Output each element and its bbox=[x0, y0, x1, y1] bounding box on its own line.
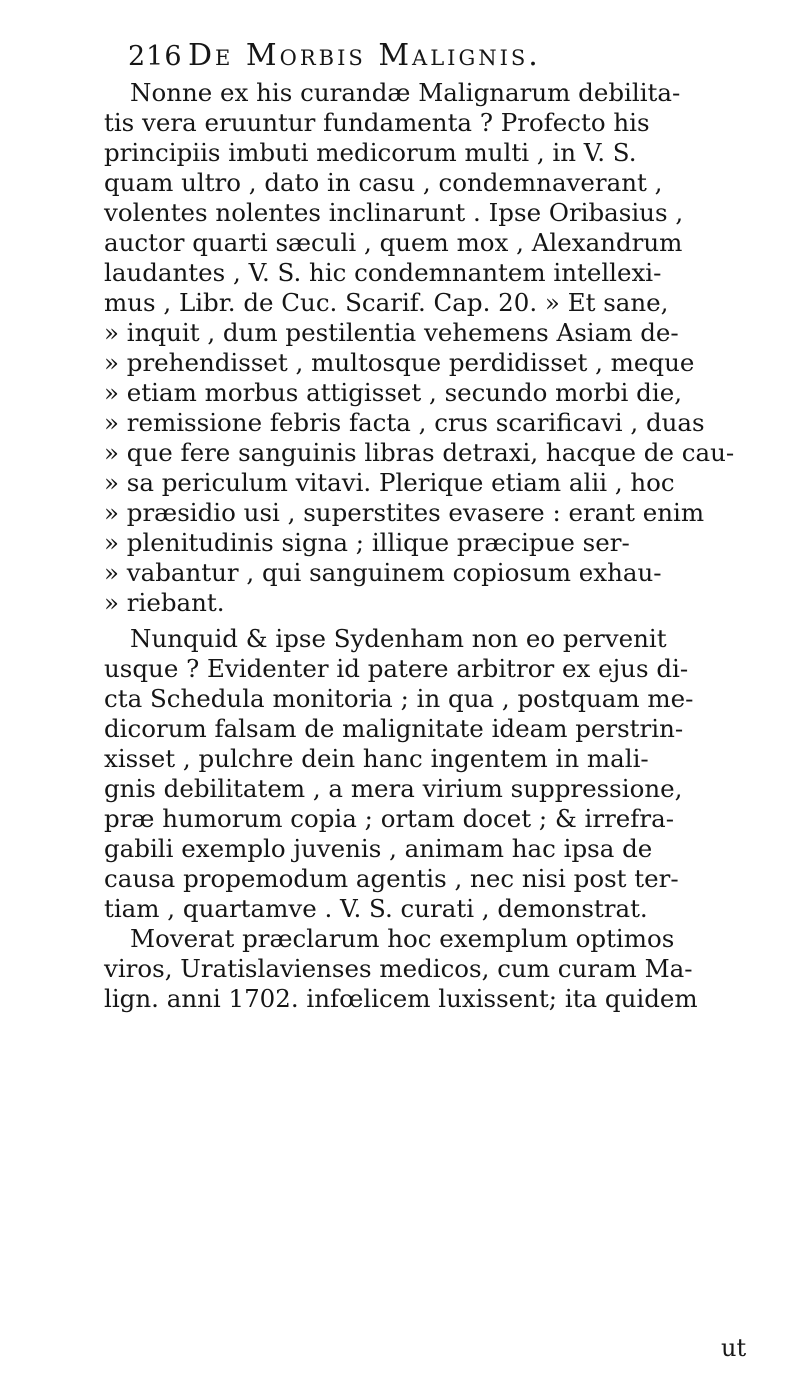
quote-line: » plenitudinis signa ; illique præcipue ser- bbox=[104, 528, 630, 557]
text-line: quam ultro , dato in casu , condemnaverant , bbox=[104, 168, 663, 197]
text-line: viros, Uratislavienses medicos, cum curam Ma- bbox=[104, 954, 693, 983]
quote-line: » remissione febris facta , crus scarificavi , duas bbox=[104, 408, 705, 437]
text-line: gabili exemplo juvenis , animam hac ipsa de bbox=[104, 834, 653, 863]
text-line: cta Schedula monitoria ; in qua , postquam me- bbox=[104, 684, 694, 713]
page-header bbox=[128, 38, 730, 80]
text-line: gnis debilitatem , a mera virium suppressione, bbox=[104, 774, 683, 803]
text-line: principiis imbuti medicorum multi , in V. S. bbox=[104, 138, 637, 167]
text-line: laudantes , V. S. hic condemnantem intellexi- bbox=[104, 258, 662, 287]
page-number: 216 bbox=[128, 41, 183, 72]
quote-line: » inquit , dum pestilentia vehemens Asiam de- bbox=[104, 318, 679, 347]
text-line: usque ? Evidenter id patere arbitror ex ejus di- bbox=[104, 654, 689, 683]
text-line: tis vera eruuntur fundamenta ? Profecto his bbox=[104, 108, 650, 137]
quote-line: » etiam morbus attigisset , secundo morbi die, bbox=[104, 378, 682, 407]
quote-line: » riebant. bbox=[104, 588, 225, 617]
quote-line: » prehendisset , multosque perdidisset , meque bbox=[104, 348, 695, 377]
text-line: præ humorum copia ; ortam docet ; & irrefra- bbox=[104, 804, 674, 833]
text-line: Nunquid & ipse Sydenham non eo pervenit bbox=[130, 624, 667, 653]
text-line: auctor quarti sæculi , quem mox , Alexandrum bbox=[104, 228, 683, 257]
quote-line: » que fere sanguinis libras detraxi, hacque de cau- bbox=[104, 438, 735, 467]
catchword: ut bbox=[721, 1334, 747, 1362]
text-line: dicorum falsam de malignitate ideam perstrin- bbox=[104, 714, 684, 743]
text-line: xisset , pulchre dein hanc ingentem in mali- bbox=[104, 744, 649, 773]
text-line: lign. anni 1702. infœlicem luxissent; ita quidem bbox=[104, 984, 698, 1013]
body-text bbox=[104, 78, 774, 1014]
text-line: Nonne ex his curandæ Malignarum debilita- bbox=[130, 78, 681, 107]
text-line: mus , Libr. de Cuc. Scarif. Cap. 20. » Et sane, bbox=[104, 288, 669, 317]
text-line: Moverat præclarum hoc exemplum optimos bbox=[130, 924, 675, 953]
quote-line: » præsidio usi , superstites evasere : erant enim bbox=[104, 498, 705, 527]
text-line: volentes nolentes inclinarunt . Ipse Oribasius , bbox=[104, 198, 684, 227]
quote-line: » sa periculum vitavi. Plerique etiam alii , hoc bbox=[104, 468, 675, 497]
text-line: causa propemodum agentis , nec nisi post ter- bbox=[104, 864, 679, 893]
running-head: De Morbis Malignis. bbox=[188, 38, 541, 73]
text-line: tiam , quartamve . V. S. curati , demonstrat. bbox=[104, 894, 648, 923]
quote-line: » vabantur , qui sanguinem copiosum exhau- bbox=[104, 558, 662, 587]
